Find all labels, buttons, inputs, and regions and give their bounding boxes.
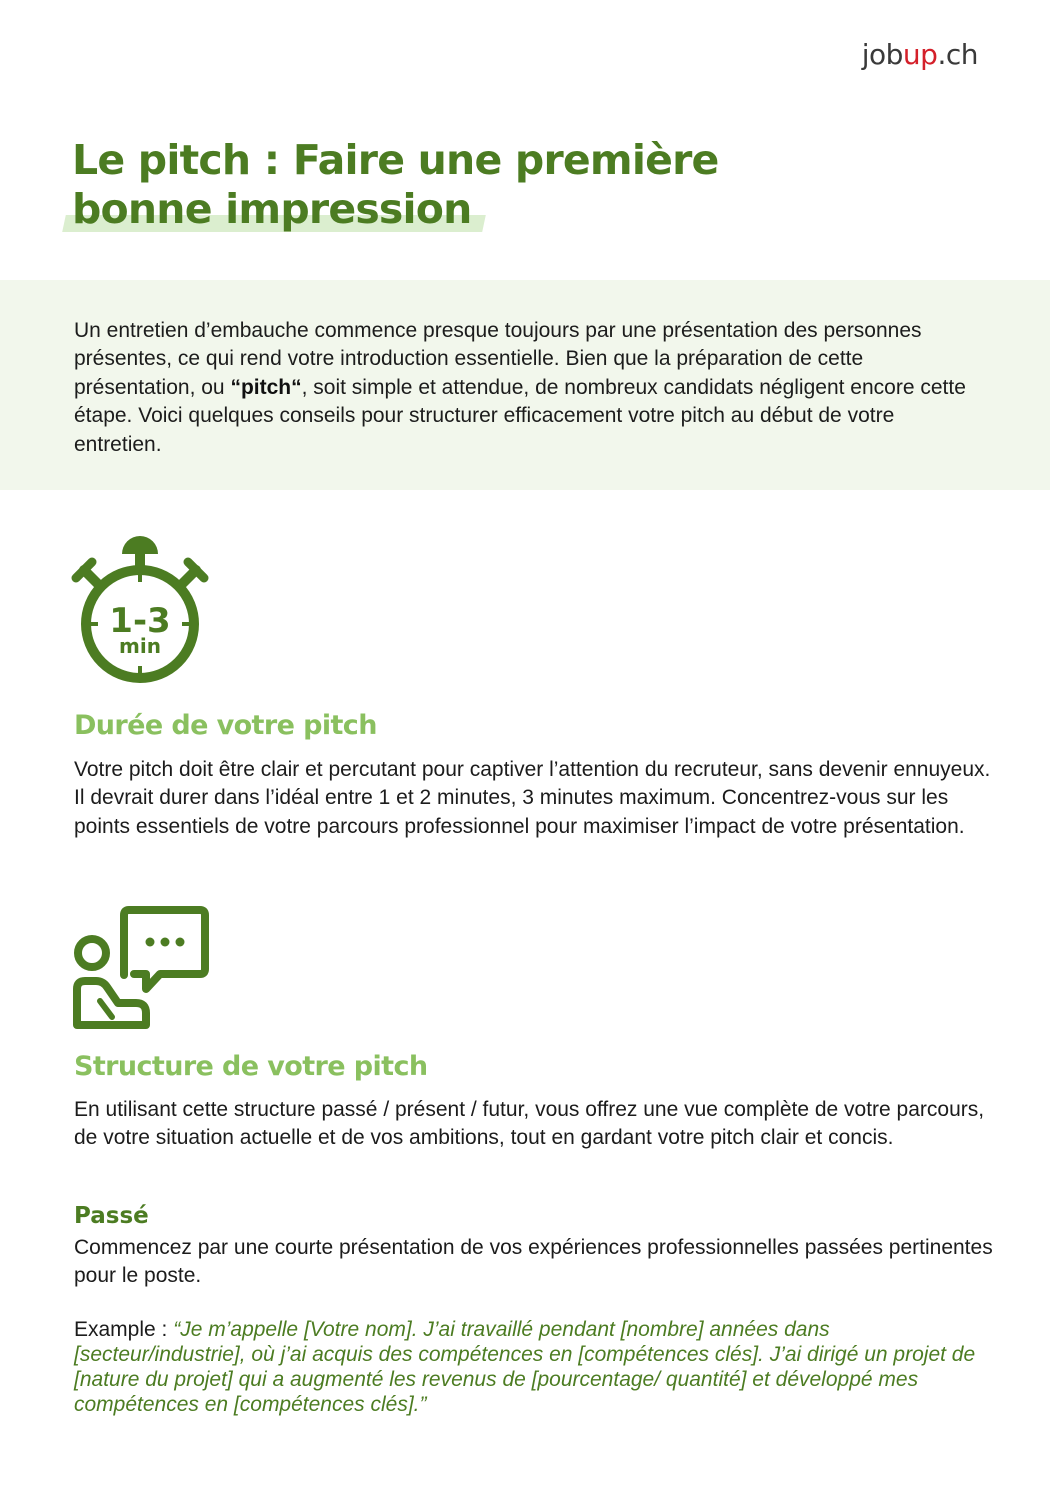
logo-suffix: .ch: [937, 38, 978, 71]
title-line-2: bonne impression: [72, 185, 472, 233]
speaking-person-icon: [70, 905, 210, 1033]
logo-accent: up: [902, 38, 938, 71]
past-body: Commencez par une courte présentation de vos expériences professionnelles passées pertinentes pour le poste.: [74, 1236, 993, 1288]
intro-highlight: “pitch“: [230, 375, 302, 399]
duration-body: Votre pitch doit être clair et percutant pour captiver l’attention du recruteur, sans devenir ennuyeux. Il devrait durer dans l’idéal entre 1 et 2 minutes, 3 minutes maximum. Concentrez-vous sur les points essentiels de votre parcours professionnel pour maximiser l’impact de votre présentation.: [74, 758, 991, 838]
intro-text-after: , soit simple et attendue, de nombreux candidats négligent encore cette étape. Voici quelques conseils pour structurer efficacement votre pitch au début de votre entretien.: [74, 375, 966, 456]
example-label: Example :: [74, 1318, 174, 1341]
page-title-block: [72, 136, 719, 234]
timer-value: 1-3: [109, 601, 171, 641]
page-title: [72, 136, 719, 234]
jobup-logo: [862, 38, 978, 71]
structure-body: En utilisant cette structure passé / présent / futur, vous offrez une vue complète de votre parcours, de votre situation actuelle et de vos ambitions, tout en gardant votre pitch clair et concis.: [74, 1098, 985, 1150]
logo-prefix: job: [861, 38, 903, 71]
intro-paragraph: [74, 317, 984, 459]
past-example: [74, 1317, 994, 1417]
intro-text-before: Un entretien d’embauche commence presque toujours par une présentation des personnes présentes, ce qui rend votre introduction essentielle. Bien que la préparation de cette présentation, ou: [74, 319, 922, 399]
title-line-1: Le pitch : Faire une première: [72, 136, 719, 184]
example-quote: “Je m’appelle [Votre nom]. J’ai travaillé pendant [nombre] années dans [secteur/industrie], où j’ai acquis des compétences en [compétences clés]. J’ai dirigé un projet de [nature du projet] qui a augmenté les revenus de [pourcentage/ quantité] et développé mes compétences en [compétences clés].”: [74, 1318, 976, 1416]
structure-heading: Structure de votre pitch: [74, 1051, 428, 1082]
timer-unit: min: [119, 634, 161, 658]
past-heading: Passé: [74, 1203, 149, 1229]
duration-heading: Durée de votre pitch: [74, 710, 377, 741]
stopwatch-icon: [70, 528, 210, 688]
